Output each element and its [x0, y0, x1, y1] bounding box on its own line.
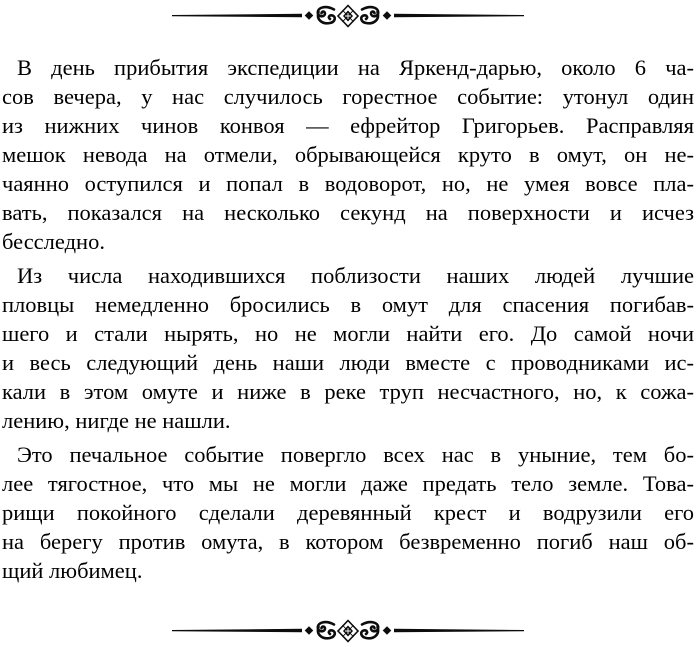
- text-line: Это печальное событие повергло всех нас в уныние, тем бо-: [17, 442, 694, 467]
- top-divider-ornament: [172, 3, 524, 29]
- text-line: пловцы немедленно бросились в омут для спасения погибав-: [2, 292, 694, 317]
- text-line: щий любимец.: [2, 558, 143, 583]
- text-line: кали в этом омуте и ниже в реке труп несчастного, но, к сожа-: [2, 379, 694, 404]
- text-line: лению, нигде не нашли.: [2, 408, 231, 433]
- text-line: рищи покойного сделали деревянный крест и водрузили его: [2, 500, 694, 525]
- text-line: чаянно оступился и попал в водоворот, но, не умея вовсе пла-: [2, 171, 694, 196]
- text-line: сов вечера, у нас случилось горестное событие: утонул один: [2, 84, 694, 109]
- bottom-divider-ornament: [172, 618, 524, 644]
- text-line: бесследно.: [2, 229, 105, 254]
- text-line: на берегу против омута, в котором безвременно погиб наш об-: [2, 529, 694, 554]
- paragraph-2: [2, 261, 694, 435]
- text-line: мешок невода на отмели, обрывающейся круто в омут, он не-: [2, 142, 694, 167]
- text-line: шего и стали нырять, но не могли найти его. До самой ночи: [2, 321, 694, 346]
- text-line: Из числа находившихся поблизости наших людей лучшие: [17, 263, 694, 288]
- page-text: [2, 53, 694, 585]
- text-line: из нижних чинов конвоя — ефрейтор Григорьев. Расправляя: [2, 113, 694, 138]
- text-line: лее тягостное, что мы не могли даже предать тело земле. Това-: [2, 471, 694, 496]
- paragraph-1: [2, 53, 694, 256]
- text-line: В день прибытия экспедиции на Яркенд-дарью, около 6 ча-: [17, 55, 694, 80]
- paragraph-3: [2, 440, 694, 585]
- text-line: вать, показался на несколько секунд на поверхности и исчез: [2, 200, 694, 225]
- text-line: и весь следующий день наши люди вместе с проводниками ис-: [2, 350, 694, 375]
